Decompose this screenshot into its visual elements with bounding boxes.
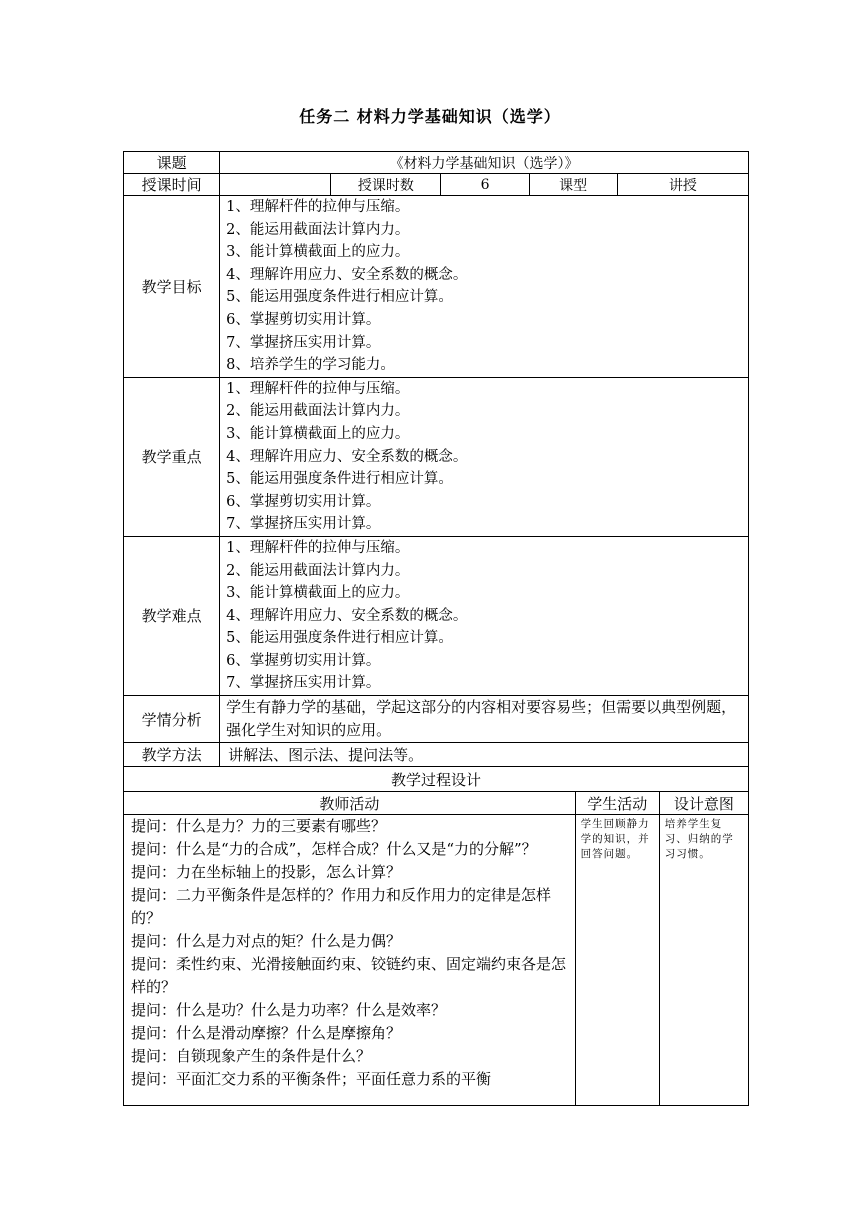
list-item: 1、理解杆件的拉伸与压缩。 [226,199,410,215]
teacher-activity-header: 教师活动 [124,792,576,815]
hours-label: 授课时数 [331,174,441,196]
lesson-label: 课题 [124,152,220,174]
list-item: 5、能运用强度条件进行相应计算。 [226,630,453,647]
list-item: 3、能计算横截面上的应力。 [226,425,410,442]
student-activity-text: 学生回顾静力学的知识，并回答问题。 [580,818,650,861]
analysis-text: 学生有静力学的基础，学起这部分的内容相对要容易些；但需要以典型例题，强化学生对知识的应用。 [220,696,749,743]
question-item: 提问：什么是“力的合成”，怎样合成？什么又是“力的分解”？ [131,840,537,859]
process-header: 教学过程设计 [124,767,749,792]
list-item: 5、能运用强度条件进行相应计算。 [226,289,453,306]
analysis-label: 学情分析 [124,696,220,743]
process-content-row [124,815,749,1106]
lesson-plan-table [123,151,749,1106]
objectives-list [220,196,749,378]
question-item: 提问：柔性约束、光滑接触面约束、铰链约束、固定端约束各是怎样的？ [131,955,567,997]
objectives-label: 教学目标 [124,196,220,378]
difficulties-row [124,536,749,695]
design-intent-cell [659,815,748,1106]
question-item: 提问：平面汇交力系的平衡条件；平面任意力系的平衡 [131,1070,492,1089]
key-points-list [220,377,749,536]
question-item: 提问：什么是功？什么是力功率？什么是效率？ [131,1001,447,1020]
lesson-value: 《材料力学基础知识（选学）》 [220,152,749,174]
question-item: 提问：什么是力对点的矩？什么是力偶？ [131,932,402,951]
hours-value: 6 [441,174,529,196]
difficulties-label: 教学难点 [124,536,220,695]
objectives-row [124,196,749,378]
question-item: 提问：力在坐标轴上的投影，怎么计算？ [131,863,402,882]
methods-row [124,743,749,767]
lesson-row [124,152,749,174]
list-item: 5、能运用强度条件进行相应计算。 [226,471,453,488]
list-item: 2、能运用截面法计算内力。 [226,562,410,579]
list-item: 1、理解杆件的拉伸与压缩。 [226,380,410,397]
type-value: 讲授 [617,174,748,196]
methods-text: 讲解法、图示法、提问法等。 [220,743,749,767]
difficulties-list [220,536,749,695]
list-item: 4、理解许用应力、安全系数的概念。 [226,448,468,465]
time-value [220,174,331,196]
schedule-row [124,174,749,196]
question-item: 提问：自锁现象产生的条件是什么？ [131,1047,372,1066]
key-points-label: 教学重点 [124,377,220,536]
list-item: 6、掌握剪切实用计算。 [226,311,381,328]
methods-label: 教学方法 [124,743,220,767]
question-item: 提问：什么是力？力的三要素有哪些？ [131,817,387,836]
list-item: 1、理解杆件的拉伸与压缩。 [226,539,410,556]
list-item: 7、掌握挤压实用计算。 [226,516,381,533]
design-intent-text: 培养学生复习、归纳的学习习惯。 [664,818,734,861]
process-header-row [124,767,749,792]
student-activity-cell [575,815,659,1106]
list-item: 3、能计算横截面上的应力。 [226,585,410,602]
list-item: 4、理解许用应力、安全系数的概念。 [226,266,468,283]
question-item: 提问：二力平衡条件是怎样的？作用力和反作用力的定律是怎样的？ [131,886,552,928]
type-label: 课型 [529,174,617,196]
list-item: 4、理解许用应力、安全系数的概念。 [226,607,468,624]
list-item: 6、掌握剪切实用计算。 [226,493,381,510]
student-activity-header: 学生活动 [575,792,659,815]
list-item: 3、能计算横截面上的应力。 [226,244,410,261]
time-label: 授课时间 [124,174,220,196]
list-item: 8、培养学生的学习能力。 [226,357,395,374]
list-item: 7、掌握挤压实用计算。 [226,675,381,692]
teacher-activity-cell [124,815,576,1106]
list-item: 6、掌握剪切实用计算。 [226,652,381,669]
document-title: 任务二 材料力学基础知识（选学） [299,107,561,126]
key-points-row [124,377,749,536]
analysis-row [124,696,749,743]
list-item: 2、能运用截面法计算内力。 [226,403,410,420]
question-item: 提问：什么是滑动摩擦？什么是摩擦角？ [131,1024,402,1043]
design-intent-header: 设计意图 [659,792,748,815]
process-columns-row [124,792,749,815]
list-item: 2、能运用截面法计算内力。 [226,221,410,238]
list-item: 7、掌握挤压实用计算。 [226,334,381,351]
